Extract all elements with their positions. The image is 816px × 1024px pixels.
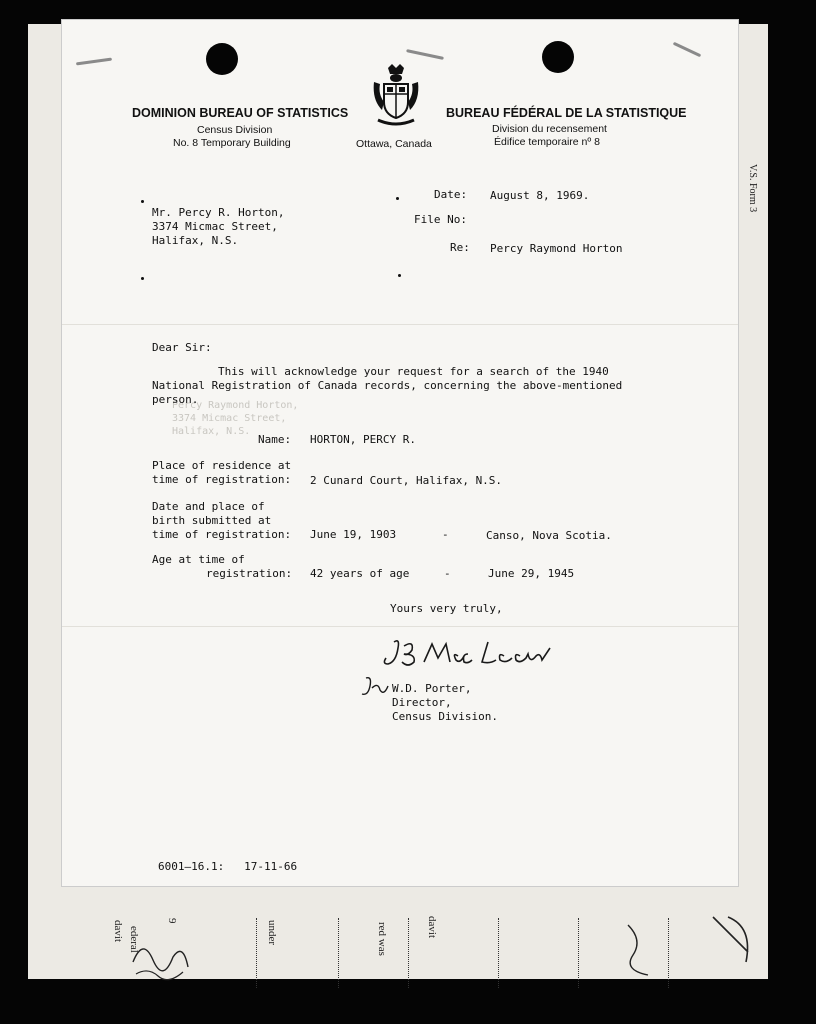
name-label: Name: — [258, 433, 292, 446]
staple — [406, 49, 444, 60]
fold-line — [62, 626, 738, 627]
guide-dot — [141, 277, 144, 280]
residence-label: Place of residence at — [152, 459, 292, 472]
residence-label: time of registration: — [152, 473, 292, 486]
form-bottom-strip — [108, 912, 758, 992]
letterhead-left-line2: No. 8 Temporary Building — [173, 137, 291, 149]
address-line: 3374 Micmac Street, — [152, 220, 278, 233]
birth-place: Canso, Nova Scotia. — [486, 529, 612, 542]
signer-title: Director, — [392, 696, 452, 709]
letterhead-right-line2: Édifice temporaire nº 8 — [494, 136, 600, 148]
residence-value: 2 Cunard Court, Halifax, N.S. — [310, 474, 503, 487]
divider — [668, 918, 669, 988]
guide-dot — [141, 200, 144, 203]
handwritten-scribble — [618, 920, 668, 980]
separator-dash: - — [442, 528, 449, 541]
date-value: August 8, 1969. — [490, 189, 590, 202]
coat-of-arms-icon — [370, 62, 422, 128]
paragraph-line: This will acknowledge your request for a search of the 1940 — [218, 365, 609, 378]
age-date: June 29, 1945 — [488, 567, 575, 580]
punch-hole — [542, 41, 574, 73]
ghost-text: 3374 Micmac Street, — [172, 413, 287, 424]
address-line: Halifax, N.S. — [152, 234, 239, 247]
valediction: Yours very truly, — [390, 602, 503, 615]
letterhead-right-line1: Division du recensement — [492, 123, 607, 135]
strip-fragment: davit — [426, 916, 438, 938]
divider — [498, 918, 499, 988]
handwritten-scribble — [128, 932, 198, 982]
signer-division: Census Division. — [392, 710, 498, 723]
signer-name: W.D. Porter, — [392, 682, 472, 695]
letterhead-city: Ottawa, Canada — [356, 138, 432, 150]
handwritten-initials — [358, 674, 390, 702]
letterhead-left-title: DOMINION BUREAU OF STATISTICS — [132, 106, 349, 120]
fold-line — [62, 324, 738, 325]
strip-fragment: 9 — [166, 918, 178, 924]
handwritten-scribble — [708, 912, 758, 972]
file-label: File No: — [414, 213, 467, 226]
address-line: Mr. Percy R. Horton, — [152, 206, 285, 219]
letterhead-left-line1: Census Division — [197, 124, 273, 136]
strip-fragment: under — [266, 920, 278, 946]
salutation: Dear Sir: — [152, 341, 212, 354]
letterhead-right-title: BUREAU FÉDÉRAL DE LA STATISTIQUE — [446, 106, 687, 120]
staple — [76, 58, 112, 66]
guide-dot — [398, 274, 401, 277]
staple — [673, 42, 701, 57]
date-label: Date: — [434, 188, 468, 201]
age-label: registration: — [206, 567, 293, 580]
divider — [338, 918, 339, 988]
separator-dash: - — [444, 567, 451, 580]
strip-fragment: ederal — [128, 926, 140, 953]
birth-label: birth submitted at — [152, 514, 272, 527]
ghost-text: Percy Raymond Horton, — [172, 400, 299, 411]
divider — [408, 918, 409, 988]
strip-fragment: davit — [112, 920, 124, 942]
paragraph-line: National Registration of Canada records, concerning the above-mentioned — [152, 379, 623, 392]
handwritten-signature — [380, 634, 570, 674]
birth-label: Date and place of — [152, 500, 265, 513]
name-value: HORTON, PERCY R. — [310, 433, 416, 446]
birth-label: time of registration: — [152, 528, 292, 541]
re-value: Percy Raymond Horton — [490, 242, 623, 255]
age-value: 42 years of age — [310, 567, 410, 580]
strip-fragment: red was — [376, 922, 388, 956]
re-label: Re: — [450, 241, 470, 254]
paragraph-line: person. — [152, 393, 199, 406]
letter-sheet — [62, 20, 738, 886]
punch-hole — [206, 43, 238, 75]
age-label: Age at time of — [152, 553, 245, 566]
divider — [578, 918, 579, 988]
divider — [256, 918, 257, 988]
birth-date: June 19, 1903 — [310, 528, 397, 541]
guide-dot — [396, 197, 399, 200]
form-code: 6001—16.1: 17-11-66 — [158, 860, 298, 873]
ghost-text: Halifax, N.S. — [172, 426, 251, 437]
form-number: V.S. Form 3 — [747, 164, 758, 213]
